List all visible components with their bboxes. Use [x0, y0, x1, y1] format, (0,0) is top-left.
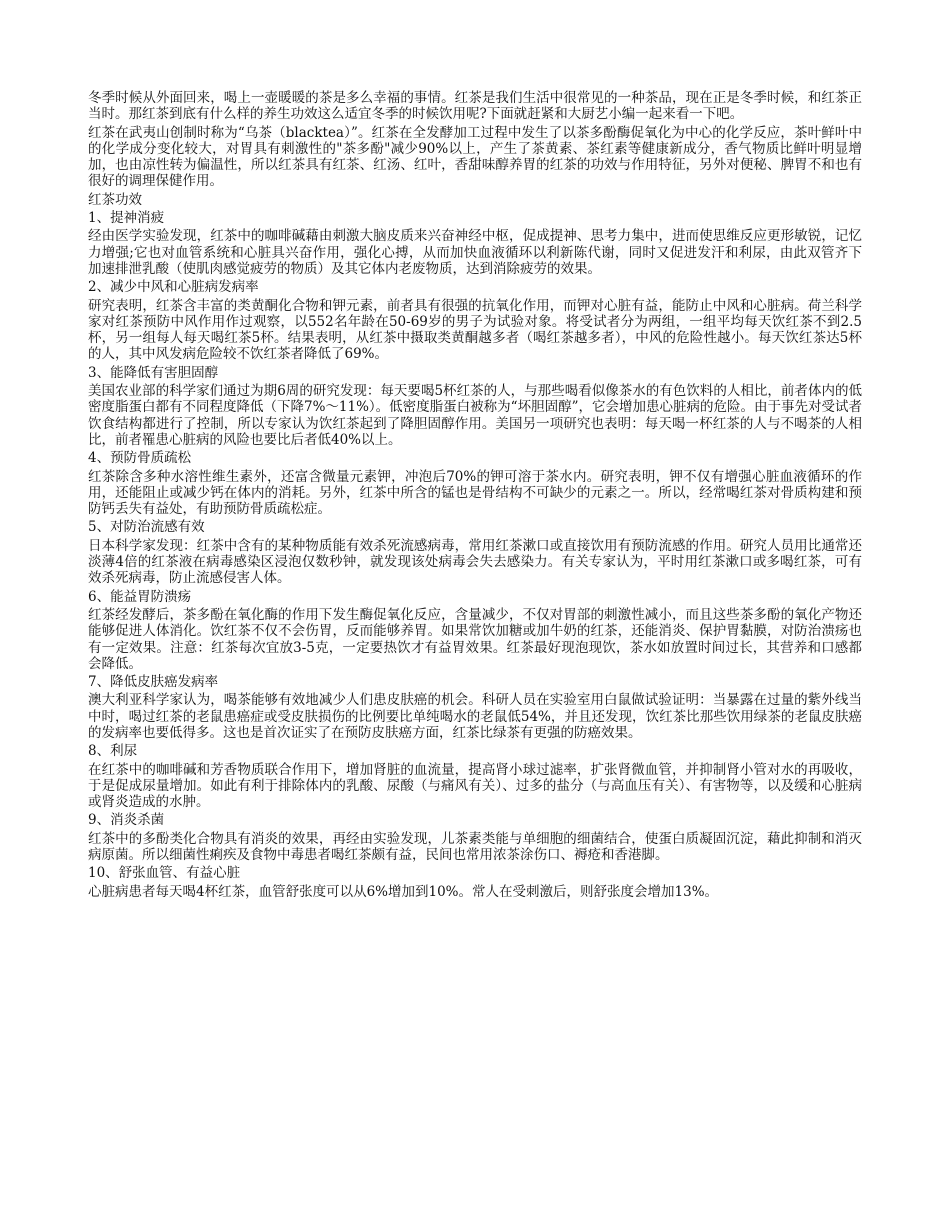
section-body: 澳大利亚科学家认为，喝茶能够有效地减少人们患皮肤癌的机会。科研人员在实验室用白鼠做试验证明：当暴露在过量的紫外线当中时，喝过红茶的老鼠患癌症或受皮肤损伤的比例要比单纯喝水的老鼠低54%，并且还发现，饮红茶比那些饮用绿茶的老鼠皮肤癌的发病率也要低得多。这也是首次证实了在预防皮肤癌方面，红茶比绿茶有更强的防癌效果。: [88, 692, 862, 741]
section-body: 美国农业部的科学家们通过为期6周的研究发现：每天要喝5杯红茶的人，与那些喝看似像茶水的有色饮料的人相比，前者体内的低密度脂蛋白都有不同程度降低（下降7%～11%）。低密度脂蛋白被称为“坏胆固醇”，它会增加患心脏病的危险。由于事先对受试者饮食结构都进行了控制，所以专家认为饮红茶起到了降胆固醇作用。美国另一项研究也表明：每天喝一杯红茶的人与不喝茶的人相比，前者罹患心脏病的风险也要比后者低40%以上。: [88, 383, 862, 448]
section-heading: 8、利尿: [88, 743, 138, 760]
section-body: 心脏病患者每天喝4杯红茶，血管舒张度可以从6%增加到10%。常人在受刺激后，则舒张度会增加13%。: [88, 883, 719, 900]
section-heading: 4、预防骨质疏松: [88, 450, 192, 467]
origin-paragraph: 红茶在武夷山创制时称为“乌茶（blacktea）”。红茶在全发酵加工过程中发生了以茶多酚酶促氧化为中心的化学反应，茶叶鲜叶中的化学成分变化较大，对胃具有刺激性的"茶多酚"减少90%以上，产生了茶黄素、茶红素等健康新成分，香气物质比鲜叶明显增加，也由凉性转为偏温性，所以红茶具有红茶、红汤、红叶，香甜味醇养胃的红茶的功效与作用特征，另外对便秘、脾胃不和也有很好的调理保健作用。: [88, 124, 862, 190]
section-heading: 7、降低皮肤癌发病率: [88, 674, 219, 691]
section-body: 在红茶中的咖啡碱和芳香物质联合作用下，增加肾脏的血流量，提高肾小球过滤率，扩张肾微血管，并抑制肾小管对水的再吸收，于是促成尿量增加。如此有利于排除体内的乳酸、尿酸（与痛风有关）、过多的盐分（与高血压有关）、有害物等，以及缓和心脏病或肾炎造成的水肿。: [88, 761, 862, 811]
section-heading: 10、舒张血管、有益心脏: [88, 865, 241, 882]
section-body: 日本科学家发现：红茶中含有的某种物质能有效杀死流感病毒，常用红茶漱口或直接饮用有预防流感的作用。研究人员用比通常还淡薄4倍的红茶液在病毒感染区浸泡仅数秒钟，就发现该处病毒会失去感染力。有关专家认为，平时用红茶漱口或多喝红茶，可有效杀死病毒，防止流感侵害人体。: [88, 537, 862, 587]
section-title: 红茶功效: [88, 191, 142, 208]
section-body: 经由医学实验发现，红茶中的咖啡碱藉由刺激大脑皮质来兴奋神经中枢，促成提神、思考力集中，进而使思维反应更形敏锐，记忆力增强;它也对血管系统和心脏具兴奋作用，强化心搏，从而加快血液循环以利新陈代谢，同时又促进发汗和利尿，由此双管齐下加速排泄乳酸（使肌肉感觉疲劳的物质）及其它体内老废物质，达到消除疲劳的效果。: [88, 228, 862, 277]
section-heading: 2、减少中风和心脏病发病率: [88, 279, 259, 296]
section-body: 红茶除含多种水溶性维生素外，还富含微量元素钾，冲泡后70%的钾可溶于茶水内。研究表明，钾不仅有增强心脏血液循环的作用，还能阻止或减少钙在体内的消耗。另外，红茶中所含的锰也是骨结构不可缺少的元素之一。所以，经常喝红茶对骨质构建和预防钙丢失有益处，有助预防骨质疏松症。: [88, 468, 862, 518]
section-body: 红茶经发酵后，茶多酚在氧化酶的作用下发生酶促氧化反应，含量减少，不仅对胃部的刺激性减小，而且这些茶多酚的氧化产物还能够促进人体消化。饮红茶不仅不会伤胃，反而能够养胃。如果常饮加糖或加牛奶的红茶，还能消炎、保护胃黏膜，对防治溃疡也有一定效果。注意：红茶每次宜放3-5克，一定要热饮才有益胃效果。红茶最好现泡现饮，茶水如放置时间过长，其营养和口感都会降低。: [88, 606, 862, 672]
section-heading: 1、提神消疲: [88, 210, 165, 227]
intro-paragraph: 冬季时候从外面回来，喝上一壶暖暖的茶是多么幸福的事情。红茶是我们生活中很常见的一种茶品，现在正是冬季时候，和红茶正当时。那红茶到底有什么样的养生功效这么适宜冬季的时候饮用呢?下面就赶紧和大厨艺小编一起来看一下吧。: [88, 90, 862, 123]
section-body: 研究表明，红茶含丰富的类黄酮化合物和钾元素，前者具有很强的抗氧化作用，而钾对心脏有益，能防止中风和心脏病。荷兰科学家对红茶预防中风作用作过观察，以552名年龄在50-69岁的男子为试验对象。将受试者分为两组，一组平均每天饮红茶不到2.5杯，另一组每人每天喝红茶5杯。结果表明，从红茶中摄取类黄酮越多者（喝红茶越多者），中风的危险性越小。每天饮红茶达5杯的人，其中风发病危险较不饮红茶者降低了69%。: [88, 297, 862, 363]
section-heading: 5、对防治流感有效: [88, 519, 205, 536]
section-heading: 6、能益胃防溃疡: [88, 588, 192, 605]
section-body: 红茶中的多酚类化合物具有消炎的效果，再经由实验发现，儿茶素类能与单细胞的细菌结合，使蛋白质凝固沉淀，藉此抑制和消灭病原菌。所以细菌性痢疾及食物中毒患者喝红茶颇有益，民间也常用浓茶涂伤口、褥疮和香港脚。: [88, 830, 862, 864]
section-heading: 9、消炎杀菌: [88, 812, 165, 829]
section-heading: 3、能降低有害胆固醇: [88, 364, 219, 381]
